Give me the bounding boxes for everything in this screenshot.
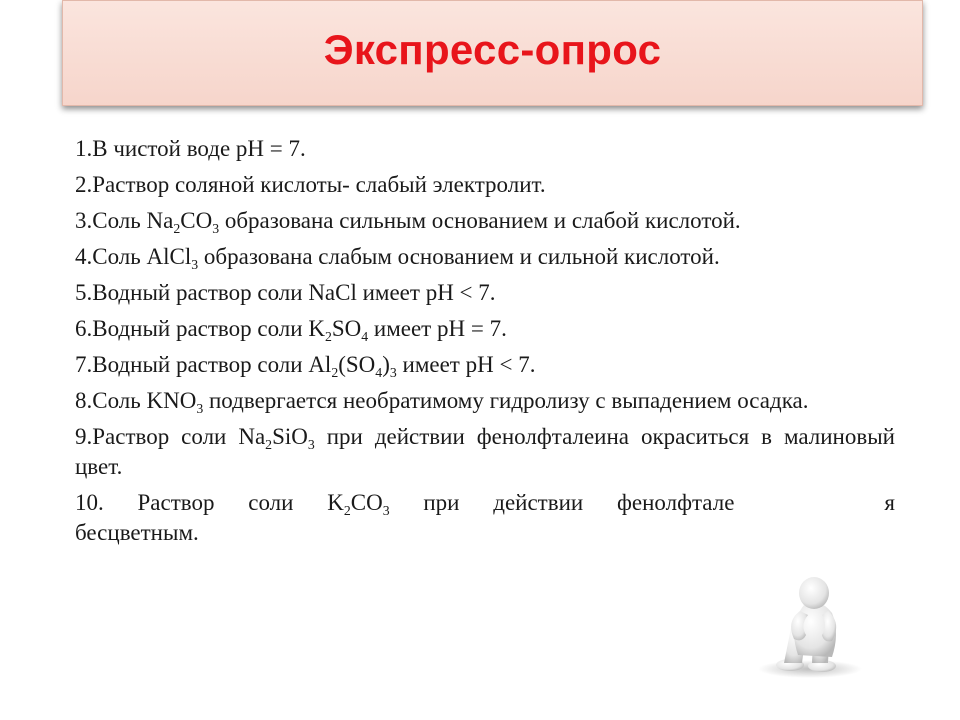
question-7-text-d: имеет pH < 7. — [396, 352, 536, 377]
question-10-line-1 — [75, 488, 895, 518]
question-10-text-a: 10. Раствор соли K — [75, 490, 344, 515]
question-7-text-b: (SO — [338, 352, 376, 377]
question-4-text-a: 4.Соль AlCl — [75, 244, 192, 269]
question-8-text-a: 8.Соль KNO — [75, 388, 197, 413]
thinking-person-figure-svg — [728, 565, 884, 681]
question-7-sub-b: 4 — [375, 364, 383, 380]
question-8 — [75, 386, 895, 416]
question-6-sub-b: 4 — [361, 328, 369, 344]
thinking-person-figure-icon — [728, 565, 884, 681]
question-2 — [75, 170, 895, 200]
question-7-text-c: ) — [382, 352, 390, 377]
question-7-sub-a: 2 — [331, 364, 339, 380]
question-9 — [75, 422, 895, 482]
title-banner — [62, 0, 923, 106]
question-3-sub-b: 3 — [212, 220, 220, 236]
question-list — [75, 134, 895, 548]
question-10-text-c: при действии фенолфтале — [389, 490, 735, 515]
question-8-text-b: подвергается необратимому гидролизу с выпадением осадка. — [203, 388, 809, 413]
page-title: Экспресс-опрос — [323, 26, 662, 73]
question-10 — [75, 488, 895, 548]
question-3-text-c: образована сильным основанием и слабой кислотой. — [219, 208, 741, 233]
question-4-text-b: образована слабым основанием и сильной кислотой. — [198, 244, 720, 269]
question-10-sub-a: 2 — [343, 502, 351, 518]
question-3 — [75, 206, 895, 236]
question-6 — [75, 314, 895, 344]
question-6-sub-a: 2 — [324, 328, 332, 344]
question-8-sub-a: 3 — [196, 400, 204, 416]
question-7 — [75, 350, 895, 380]
question-5-text: 5.Водный раствор соли NaCl имеет pH < 7. — [75, 280, 496, 305]
question-7-text-a: 7.Водный раствор соли Al — [75, 352, 332, 377]
question-9-sub-b: 3 — [307, 436, 315, 452]
question-5 — [75, 278, 895, 308]
question-4 — [75, 242, 895, 272]
question-1 — [75, 134, 895, 164]
question-9-sub-a: 2 — [265, 436, 273, 452]
question-1-text: 1.В чистой воде pH = 7. — [75, 136, 306, 161]
question-7-sub-c: 3 — [389, 364, 397, 380]
question-9-text-b: SiO — [272, 424, 308, 449]
question-3-text-a: 3.Соль Na — [75, 208, 174, 233]
question-10-sub-b: 3 — [382, 502, 390, 518]
question-9-text-a: 9.Раствор соли Na — [75, 424, 266, 449]
question-4-sub-a: 3 — [191, 256, 199, 272]
question-6-text-c: имеет pH = 7. — [368, 316, 507, 341]
question-10-text-d: я — [884, 490, 895, 515]
question-10-line-2: бесцветным. — [75, 520, 199, 545]
question-3-text-b: CO — [180, 208, 213, 233]
question-10-text-b: CO — [350, 490, 383, 515]
question-6-text-a: 6.Водный раствор соли K — [75, 316, 325, 341]
question-2-text: 2.Раствор соляной кислоты- слабый электролит. — [75, 172, 546, 197]
question-9-text-c: при действии фенолфталеина окраситься в малиновый цвет. — [75, 424, 895, 479]
question-6-text-b: SO — [331, 316, 362, 341]
question-3-sub-a: 2 — [173, 220, 181, 236]
